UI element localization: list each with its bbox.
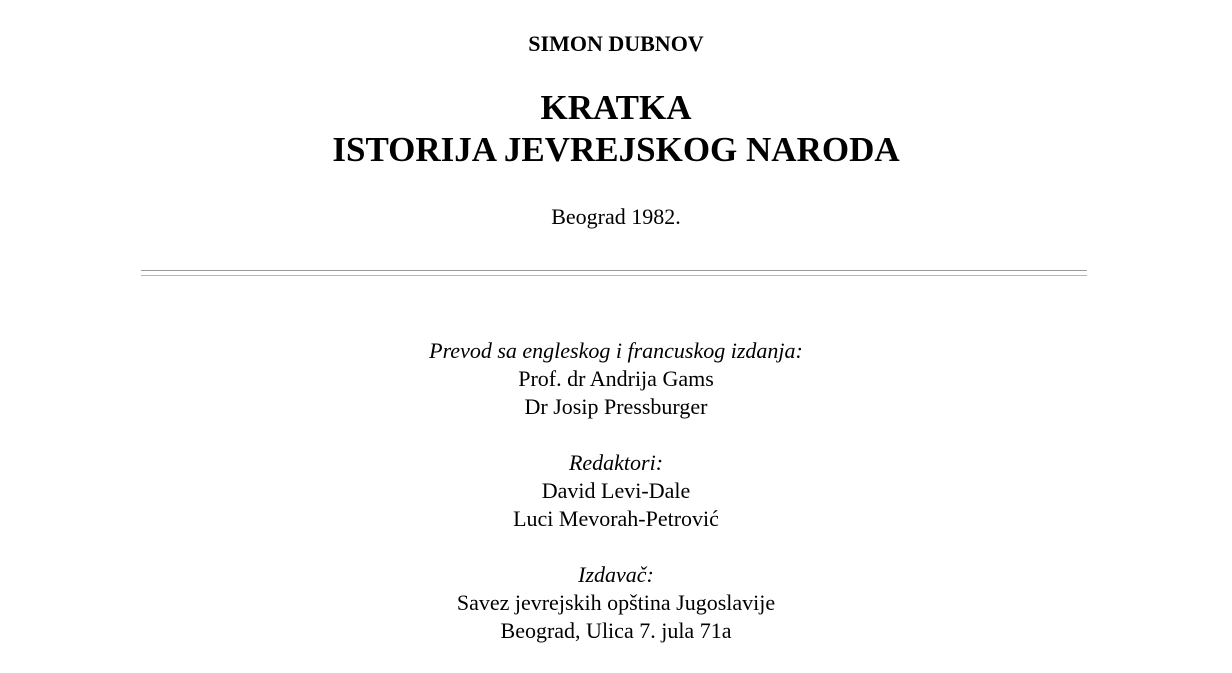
double-rule-bottom (141, 275, 1087, 276)
publisher-heading: Izdavač: (578, 562, 654, 587)
translator-name: Prof. dr Andrija Gams (518, 366, 714, 391)
book-title-line-2: ISTORIJA JEVREJSKOG NARODA (332, 130, 900, 169)
publication-place-year: Beograd 1982. (551, 204, 681, 229)
editor-name: Luci Mevorah-Petrović (513, 506, 719, 531)
book-title-line-1: KRATKA (540, 88, 692, 127)
translation-heading: Prevod sa engleskog i francuskog izdanja: (429, 338, 803, 363)
double-rule-top (141, 270, 1087, 271)
publisher-name: Savez jevrejskih opština Jugoslavije (456, 590, 776, 615)
editor-name: David Levi-Dale (541, 478, 691, 503)
translator-name: Dr Josip Pressburger (524, 394, 708, 419)
editors-heading: Redaktori: (568, 450, 664, 475)
publisher-address: Beograd, Ulica 7. jula 71a (500, 618, 732, 643)
author-name: SIMON DUBNOV (528, 31, 704, 56)
credits-section (0, 337, 1232, 673)
editor-credits (0, 449, 1232, 533)
publisher-credits (0, 561, 1232, 645)
translation-credits (0, 337, 1232, 421)
